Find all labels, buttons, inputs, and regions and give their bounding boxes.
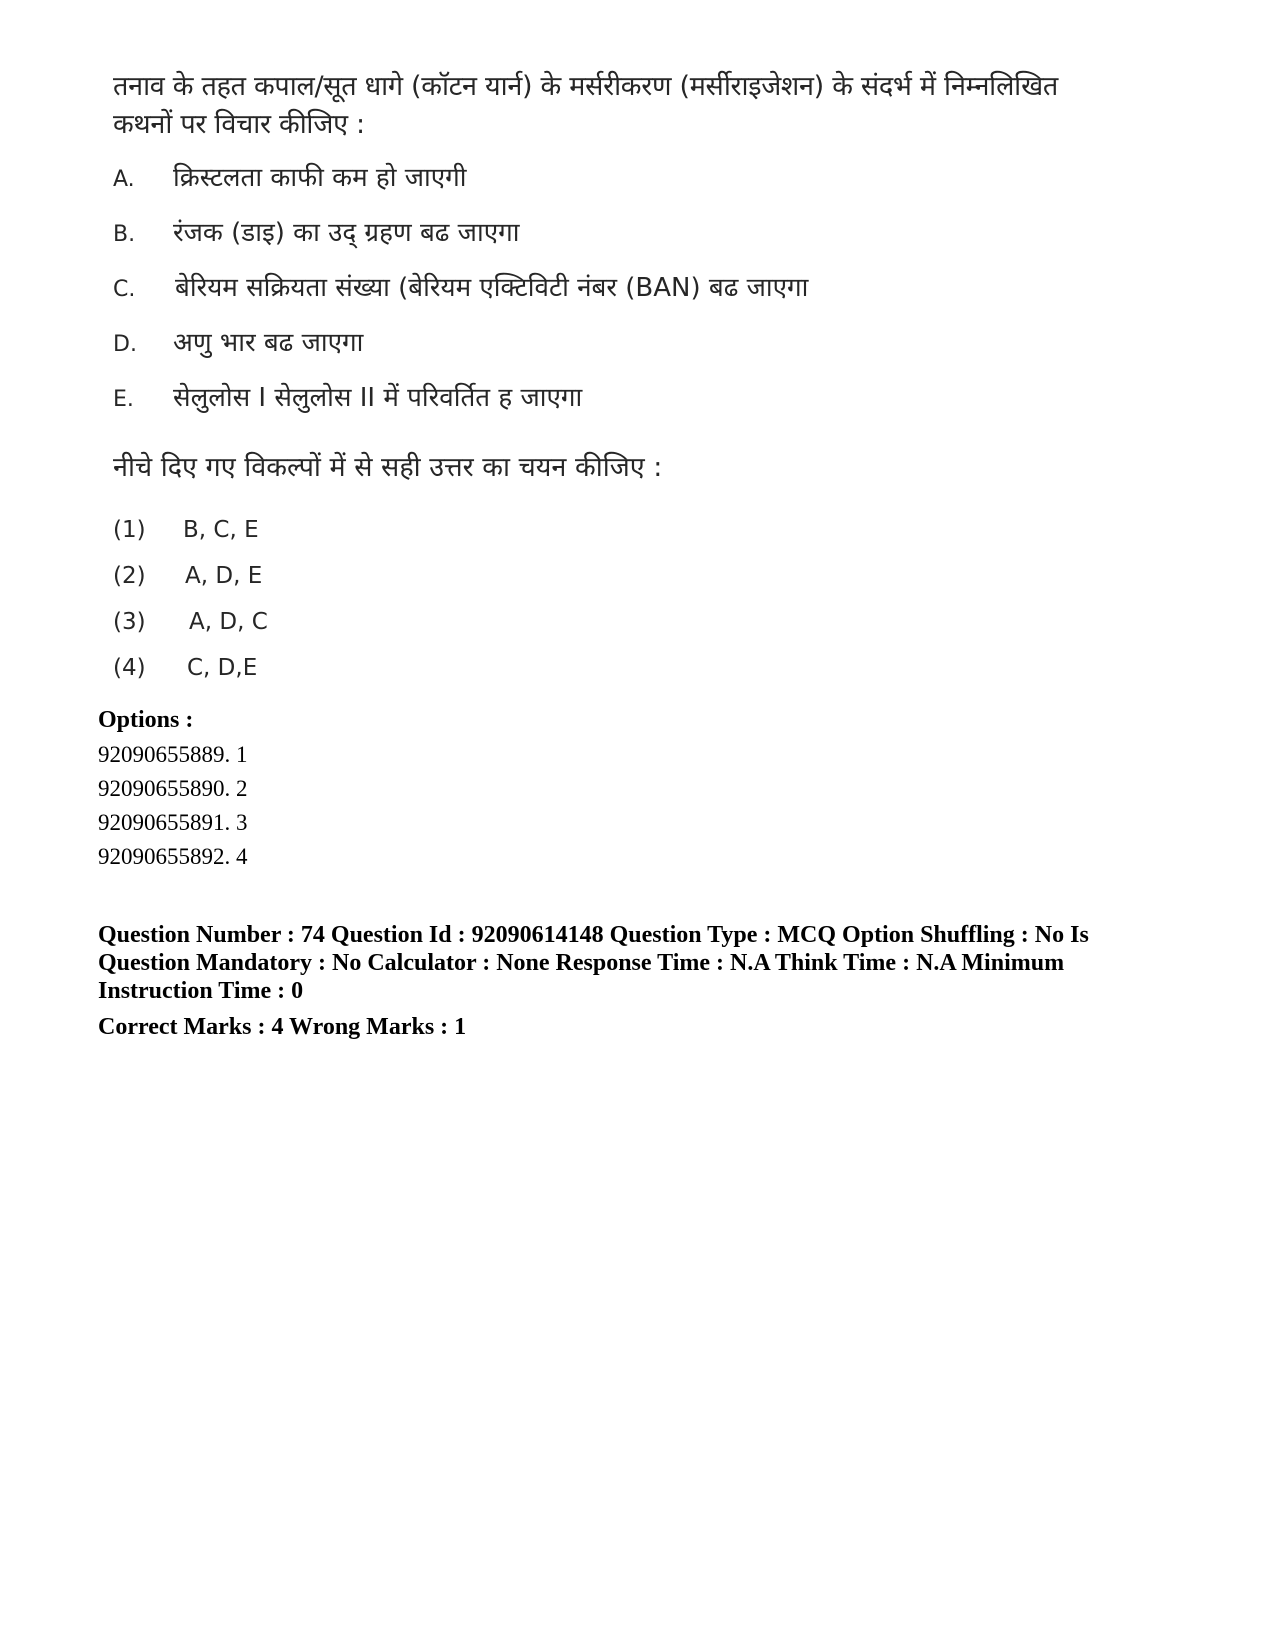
choice-4 [113, 648, 513, 688]
statement-text: सेलुलोस I सेलुलोस II में परिवर्तित ह जाएगा [173, 383, 583, 413]
question-instruction: नीचे दिए गए विकल्पों में से सही उत्तर का चयन कीजिए : [113, 452, 663, 483]
statement-letter: A. [113, 167, 135, 192]
choice-value: A, D, E [185, 563, 263, 589]
option-item: 92090655890. 2 [98, 776, 248, 801]
statement-text: रंजक (डाइ) का उद् ग्रहण बढ जाएगा [173, 218, 520, 248]
choice-number: (1) [113, 517, 146, 543]
option-item: 92090655891. 3 [98, 810, 248, 835]
statement-d [113, 323, 1113, 363]
options-heading: Options : [98, 707, 194, 733]
question-marks: Correct Marks : 4 Wrong Marks : 1 [98, 1014, 467, 1040]
option-item: 92090655892. 4 [98, 844, 248, 869]
choice-value: C, D,E [187, 655, 258, 681]
choice-number: (4) [113, 655, 146, 681]
choice-1 [113, 510, 513, 550]
question-metadata: Question Number : 74 Question Id : 92090614148 Question Type : MCQ Option Shuffling : No Is Question Mandatory : No Calculator : None Response Time : N.A Think Time : N.A Minimum Instruction Time : 0 [98, 922, 1089, 1004]
choice-number: (3) [113, 609, 146, 635]
statement-a [113, 158, 1113, 198]
choice-2 [113, 556, 513, 596]
choice-number: (2) [113, 563, 146, 589]
statement-letter: C. [113, 277, 136, 302]
choice-value: B, C, E [183, 517, 259, 543]
statement-b [113, 213, 1113, 253]
statement-letter: D. [113, 332, 137, 357]
option-item: 92090655889. 1 [98, 742, 248, 767]
statement-text: अणु भार बढ जाएगा [173, 328, 364, 358]
question-intro: तनाव के तहत कपाल/सूत धागे (कॉटन यार्न) के मर्सरीकरण (मर्सीराइजेशन) के संदर्भ में निम्नलिखित कथनों पर विचार कीजिए : [113, 71, 1059, 140]
statement-letter: B. [113, 222, 136, 247]
choice-3 [113, 602, 513, 642]
statement-text: बेरियम सक्रियता संख्या (बेरियम एक्टिविटी नंबर (BAN) बढ जाएगा [175, 273, 809, 303]
statement-c [113, 268, 1113, 308]
choice-value: A, D, C [189, 609, 268, 635]
statement-text: क्रिस्टलता काफी कम हो जाएगी [173, 163, 467, 193]
statement-letter: E. [113, 387, 134, 412]
statement-e [113, 378, 1113, 418]
